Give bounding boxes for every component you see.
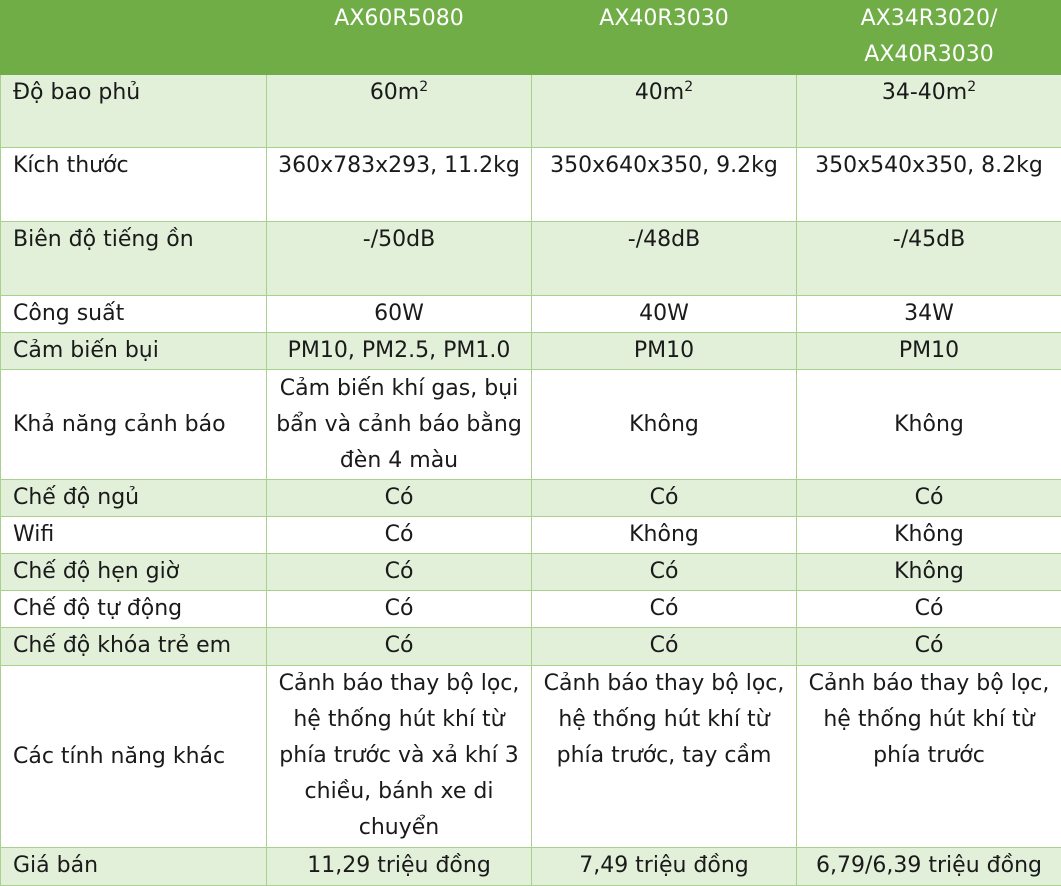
cell: Không [532, 517, 797, 554]
cell: 11,29 triệu đồng [267, 848, 532, 886]
row-label: Chế độ khóa trẻ em [1, 628, 267, 666]
row-label: Chế độ hẹn giờ [1, 554, 267, 591]
cell: -/48dB [532, 222, 797, 296]
cell: PM10 [797, 333, 1061, 370]
row-label: Các tính năng khác [1, 666, 267, 848]
cell: 60W [267, 296, 532, 333]
cell: Có [797, 591, 1061, 628]
row-label: Biên độ tiếng ồn [1, 222, 267, 296]
header-model-3-text: AX34R3020/ AX40R3030 [860, 6, 998, 67]
cell: 40W [532, 296, 797, 333]
cell: Không [532, 370, 797, 480]
table-row [1, 517, 1061, 554]
cell: Có [267, 628, 532, 666]
table-row [1, 296, 1061, 333]
cell: Có [797, 628, 1061, 666]
cell-value: 34-40m [881, 80, 968, 105]
cell: Có [532, 591, 797, 628]
cell: Có [532, 480, 797, 517]
cell: PM10 [532, 333, 797, 370]
cell: Không [797, 517, 1061, 554]
cell: -/50dB [267, 222, 532, 296]
cell: 7,49 triệu đồng [532, 848, 797, 886]
table-row [1, 333, 1061, 370]
table-row [1, 628, 1061, 666]
row-label: Cảm biến bụi [1, 333, 267, 370]
cell: 6,79/6,39 triệu đồng [797, 848, 1061, 886]
cell [797, 75, 1061, 148]
row-label: Công suất [1, 296, 267, 333]
table-row [1, 480, 1061, 517]
table-row [1, 222, 1061, 296]
header-model-2: AX40R3030 [532, 1, 797, 75]
table-row [1, 148, 1061, 222]
row-label: Wifi [1, 517, 267, 554]
table-row [1, 591, 1061, 628]
cell [267, 75, 532, 148]
table-row [1, 848, 1061, 886]
row-label: Kích thước [1, 148, 267, 222]
cell: Có [267, 554, 532, 591]
cell: Cảnh báo thay bộ lọc, hệ thống hút khí từ phía trước [797, 666, 1061, 848]
row-label: Chế độ tự động [1, 591, 267, 628]
row-label: Chế độ ngủ [1, 480, 267, 517]
row-label: Độ bao phủ [1, 75, 267, 148]
cell: Không [797, 370, 1061, 480]
cell [532, 75, 797, 148]
cell: 350x640x350, 9.2kg [532, 148, 797, 222]
cell: PM10, PM2.5, PM1.0 [267, 333, 532, 370]
cell: Có [267, 480, 532, 517]
cell: -/45dB [797, 222, 1061, 296]
header-row [1, 1, 1061, 75]
cell: Có [267, 517, 532, 554]
cell: Có [532, 628, 797, 666]
cell: Cảm biến khí gas, bụi bẩn và cảnh báo bằng đèn 4 màu [267, 370, 532, 480]
cell: Có [532, 554, 797, 591]
cell: 350x540x350, 8.2kg [797, 148, 1061, 222]
table-row [1, 75, 1061, 148]
header-model-1: AX60R5080 [267, 1, 532, 75]
table-row [1, 666, 1061, 848]
cell: Cảnh báo thay bộ lọc, hệ thống hút khí từ phía trước và xả khí 3 chiều, bánh xe di chuyển [267, 666, 532, 848]
cell: 34W [797, 296, 1061, 333]
unit-superscript: 2 [967, 79, 977, 95]
header-model-3 [797, 1, 1061, 75]
cell: Không [797, 554, 1061, 591]
cell: Có [267, 591, 532, 628]
table-row [1, 554, 1061, 591]
cell: 360x783x293, 11.2kg [267, 148, 532, 222]
cell-value: 40m [634, 80, 685, 105]
header-corner [1, 1, 267, 75]
unit-superscript: 2 [684, 79, 694, 95]
table-row [1, 370, 1061, 480]
cell-value: 60m [369, 80, 420, 105]
row-label: Giá bán [1, 848, 267, 886]
cell: Cảnh báo thay bộ lọc, hệ thống hút khí từ phía trước, tay cầm [532, 666, 797, 848]
row-label: Khả năng cảnh báo [1, 370, 267, 480]
cell: Có [797, 480, 1061, 517]
unit-superscript: 2 [419, 79, 429, 95]
